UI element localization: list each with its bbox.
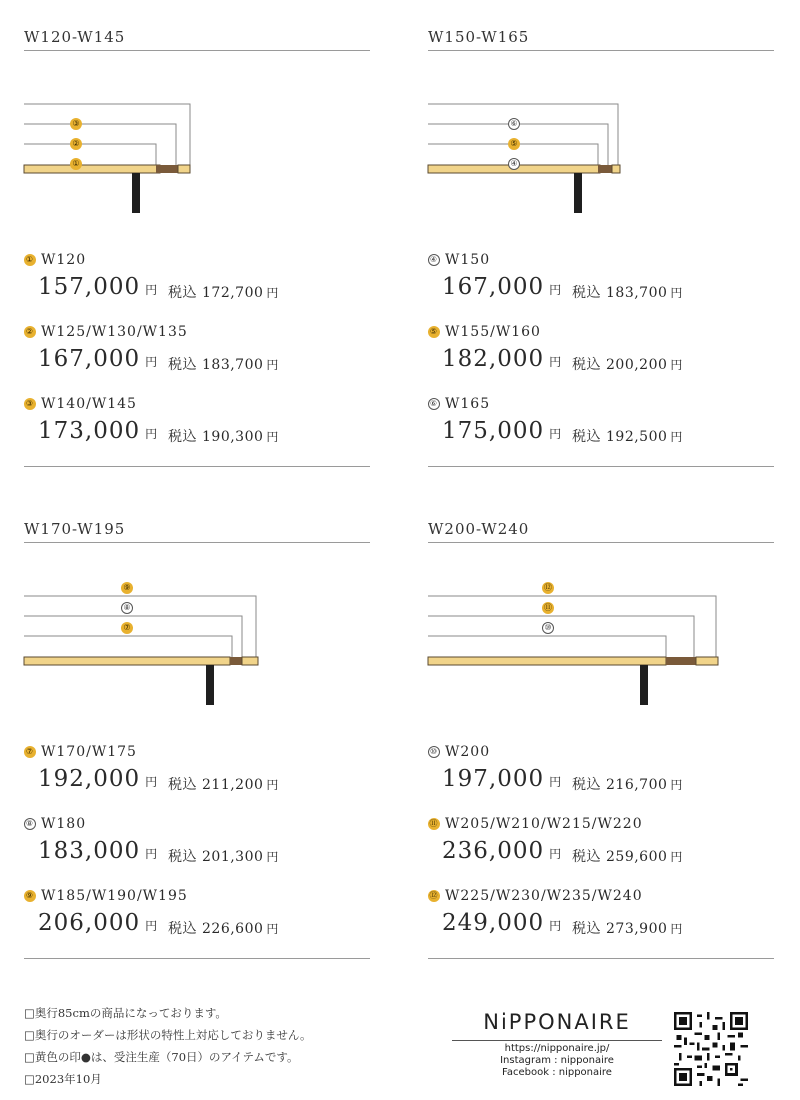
- price-entry: [428, 324, 774, 388]
- quadrant-w150-w165: [428, 28, 774, 468]
- base-price: 167,000 円: [38, 346, 159, 372]
- diagram-badge-9: ⑨: [121, 582, 133, 594]
- section-title: W150-W165: [428, 28, 530, 46]
- base-price: 182,000 円: [442, 346, 563, 372]
- brand-rule: [452, 1040, 662, 1041]
- quadrant-w120-w145: [24, 28, 370, 468]
- tax-price: 税込 211,200 円: [168, 777, 279, 793]
- entry-badge: ⑤: [429, 327, 439, 336]
- price-entry: [428, 744, 774, 808]
- tax-price: 税込 259,600 円: [572, 849, 683, 865]
- base-price: 167,000 円: [442, 274, 563, 300]
- tax-price: 税込 190,300 円: [168, 429, 279, 445]
- size-label: W185/W190/W195: [41, 888, 188, 904]
- diagram-badge-4: ④: [508, 158, 520, 170]
- table-size-diagram: [428, 88, 774, 218]
- diagram-badge-10: ⑩: [542, 622, 554, 634]
- section-bottom-rule: [428, 958, 774, 959]
- section-rule: [24, 50, 370, 51]
- entry-badge: ⑨: [25, 891, 35, 900]
- size-label: W180: [41, 816, 87, 832]
- entry-badge: ③: [25, 399, 35, 408]
- entry-badge: ②: [25, 327, 35, 336]
- price-entry: [428, 396, 774, 460]
- website-link[interactable]: https://nipponaire.jp/: [504, 1043, 610, 1054]
- section-rule: [24, 542, 370, 543]
- price-entry: [24, 324, 370, 388]
- diagram-badge-7: ⑦: [121, 622, 133, 634]
- size-label: W125/W130/W135: [41, 324, 188, 340]
- diagram-svg: [428, 88, 774, 218]
- tax-price: 税込 172,700 円: [168, 285, 279, 301]
- size-label: W150: [445, 252, 491, 268]
- base-price: 173,000 円: [38, 418, 159, 444]
- note-date: □2023年10月: [24, 1072, 102, 1086]
- base-price: 192,000 円: [38, 766, 159, 792]
- diagram-badge-6: ⑥: [508, 118, 520, 130]
- brand-logo: NiPPONAIRE: [483, 1010, 631, 1034]
- size-label: W120: [41, 252, 87, 268]
- entry-badge: ⑦: [25, 747, 35, 756]
- size-label: W200: [445, 744, 491, 760]
- size-label: W155/W160: [445, 324, 541, 340]
- entry-badge: ⑫: [429, 891, 439, 900]
- entry-badge: ④: [429, 255, 439, 264]
- base-price: 183,000 円: [38, 838, 159, 864]
- entry-badge: ⑩: [429, 747, 439, 756]
- diagram-svg: [24, 580, 370, 710]
- base-price: 157,000 円: [38, 274, 159, 300]
- price-entry: [428, 252, 774, 316]
- base-price: 206,000 円: [38, 910, 159, 936]
- quadrant-w200-w240: [428, 520, 774, 960]
- price-entry: [24, 744, 370, 808]
- qr-code-icon[interactable]: [674, 1012, 748, 1086]
- section-title: W170-W195: [24, 520, 126, 538]
- price-entry: [24, 816, 370, 880]
- table-size-diagram: [428, 580, 774, 710]
- diagram-badge-1: ①: [70, 158, 82, 170]
- diagram-badge-5: ⑤: [508, 138, 520, 150]
- entry-badge: ⑪: [429, 819, 439, 828]
- table-size-diagram: [24, 88, 370, 218]
- price-entry: [428, 888, 774, 952]
- tax-price: 税込 200,200 円: [572, 357, 683, 373]
- size-label: W225/W230/W235/W240: [445, 888, 643, 904]
- price-entry: [24, 396, 370, 460]
- diagram-badge-12: ⑫: [544, 583, 552, 592]
- diagram-svg: [24, 88, 370, 218]
- quadrant-w170-w195: [24, 520, 370, 960]
- diagram-badge-11: ⑪: [544, 603, 552, 612]
- section-title: W120-W145: [24, 28, 126, 46]
- tax-price: 税込 183,700 円: [572, 285, 683, 301]
- facebook-handle[interactable]: Facebook : nipponaire: [502, 1067, 612, 1078]
- tax-price: 税込 192,500 円: [572, 429, 683, 445]
- entry-badge: ⑧: [25, 819, 35, 828]
- base-price: 197,000 円: [442, 766, 563, 792]
- note-depth-order: □奥行のオーダーは形状の特性上対応しておりません。: [24, 1028, 312, 1042]
- diagram-badge-8: ⑧: [121, 602, 133, 614]
- footnotes: [24, 1002, 312, 1090]
- price-entry: [428, 816, 774, 880]
- instagram-handle[interactable]: Instagram : nipponaire: [500, 1055, 614, 1066]
- size-label: W140/W145: [41, 396, 137, 412]
- base-price: 236,000 円: [442, 838, 563, 864]
- diagram-svg: [428, 580, 774, 710]
- diagram-badge-3: ③: [70, 118, 82, 130]
- tax-price: 税込 201,300 円: [168, 849, 279, 865]
- size-label: W170/W175: [41, 744, 137, 760]
- note-made-to-order: □黄色の印●は、受注生産（70日）のアイテムです。: [24, 1050, 299, 1064]
- section-bottom-rule: [24, 958, 370, 959]
- table-size-diagram: [24, 580, 370, 710]
- price-entry: [24, 252, 370, 316]
- base-price: 249,000 円: [442, 910, 563, 936]
- tax-price: 税込 183,700 円: [168, 357, 279, 373]
- brand-block: [452, 1010, 662, 1079]
- section-rule: [428, 542, 774, 543]
- price-entry: [24, 888, 370, 952]
- size-label: W205/W210/W215/W220: [445, 816, 643, 832]
- tax-price: 税込 273,900 円: [572, 921, 683, 937]
- base-price: 175,000 円: [442, 418, 563, 444]
- section-bottom-rule: [24, 466, 370, 467]
- note-depth: □奥行85cmの商品になっております。: [24, 1006, 227, 1020]
- section-title: W200-W240: [428, 520, 530, 538]
- diagram-badge-2: ②: [70, 138, 82, 150]
- size-label: W165: [445, 396, 491, 412]
- entry-badge: ⑥: [429, 399, 439, 408]
- entry-badge: ①: [25, 255, 35, 264]
- tax-price: 税込 216,700 円: [572, 777, 683, 793]
- section-bottom-rule: [428, 466, 774, 467]
- tax-price: 税込 226,600 円: [168, 921, 279, 937]
- section-rule: [428, 50, 774, 51]
